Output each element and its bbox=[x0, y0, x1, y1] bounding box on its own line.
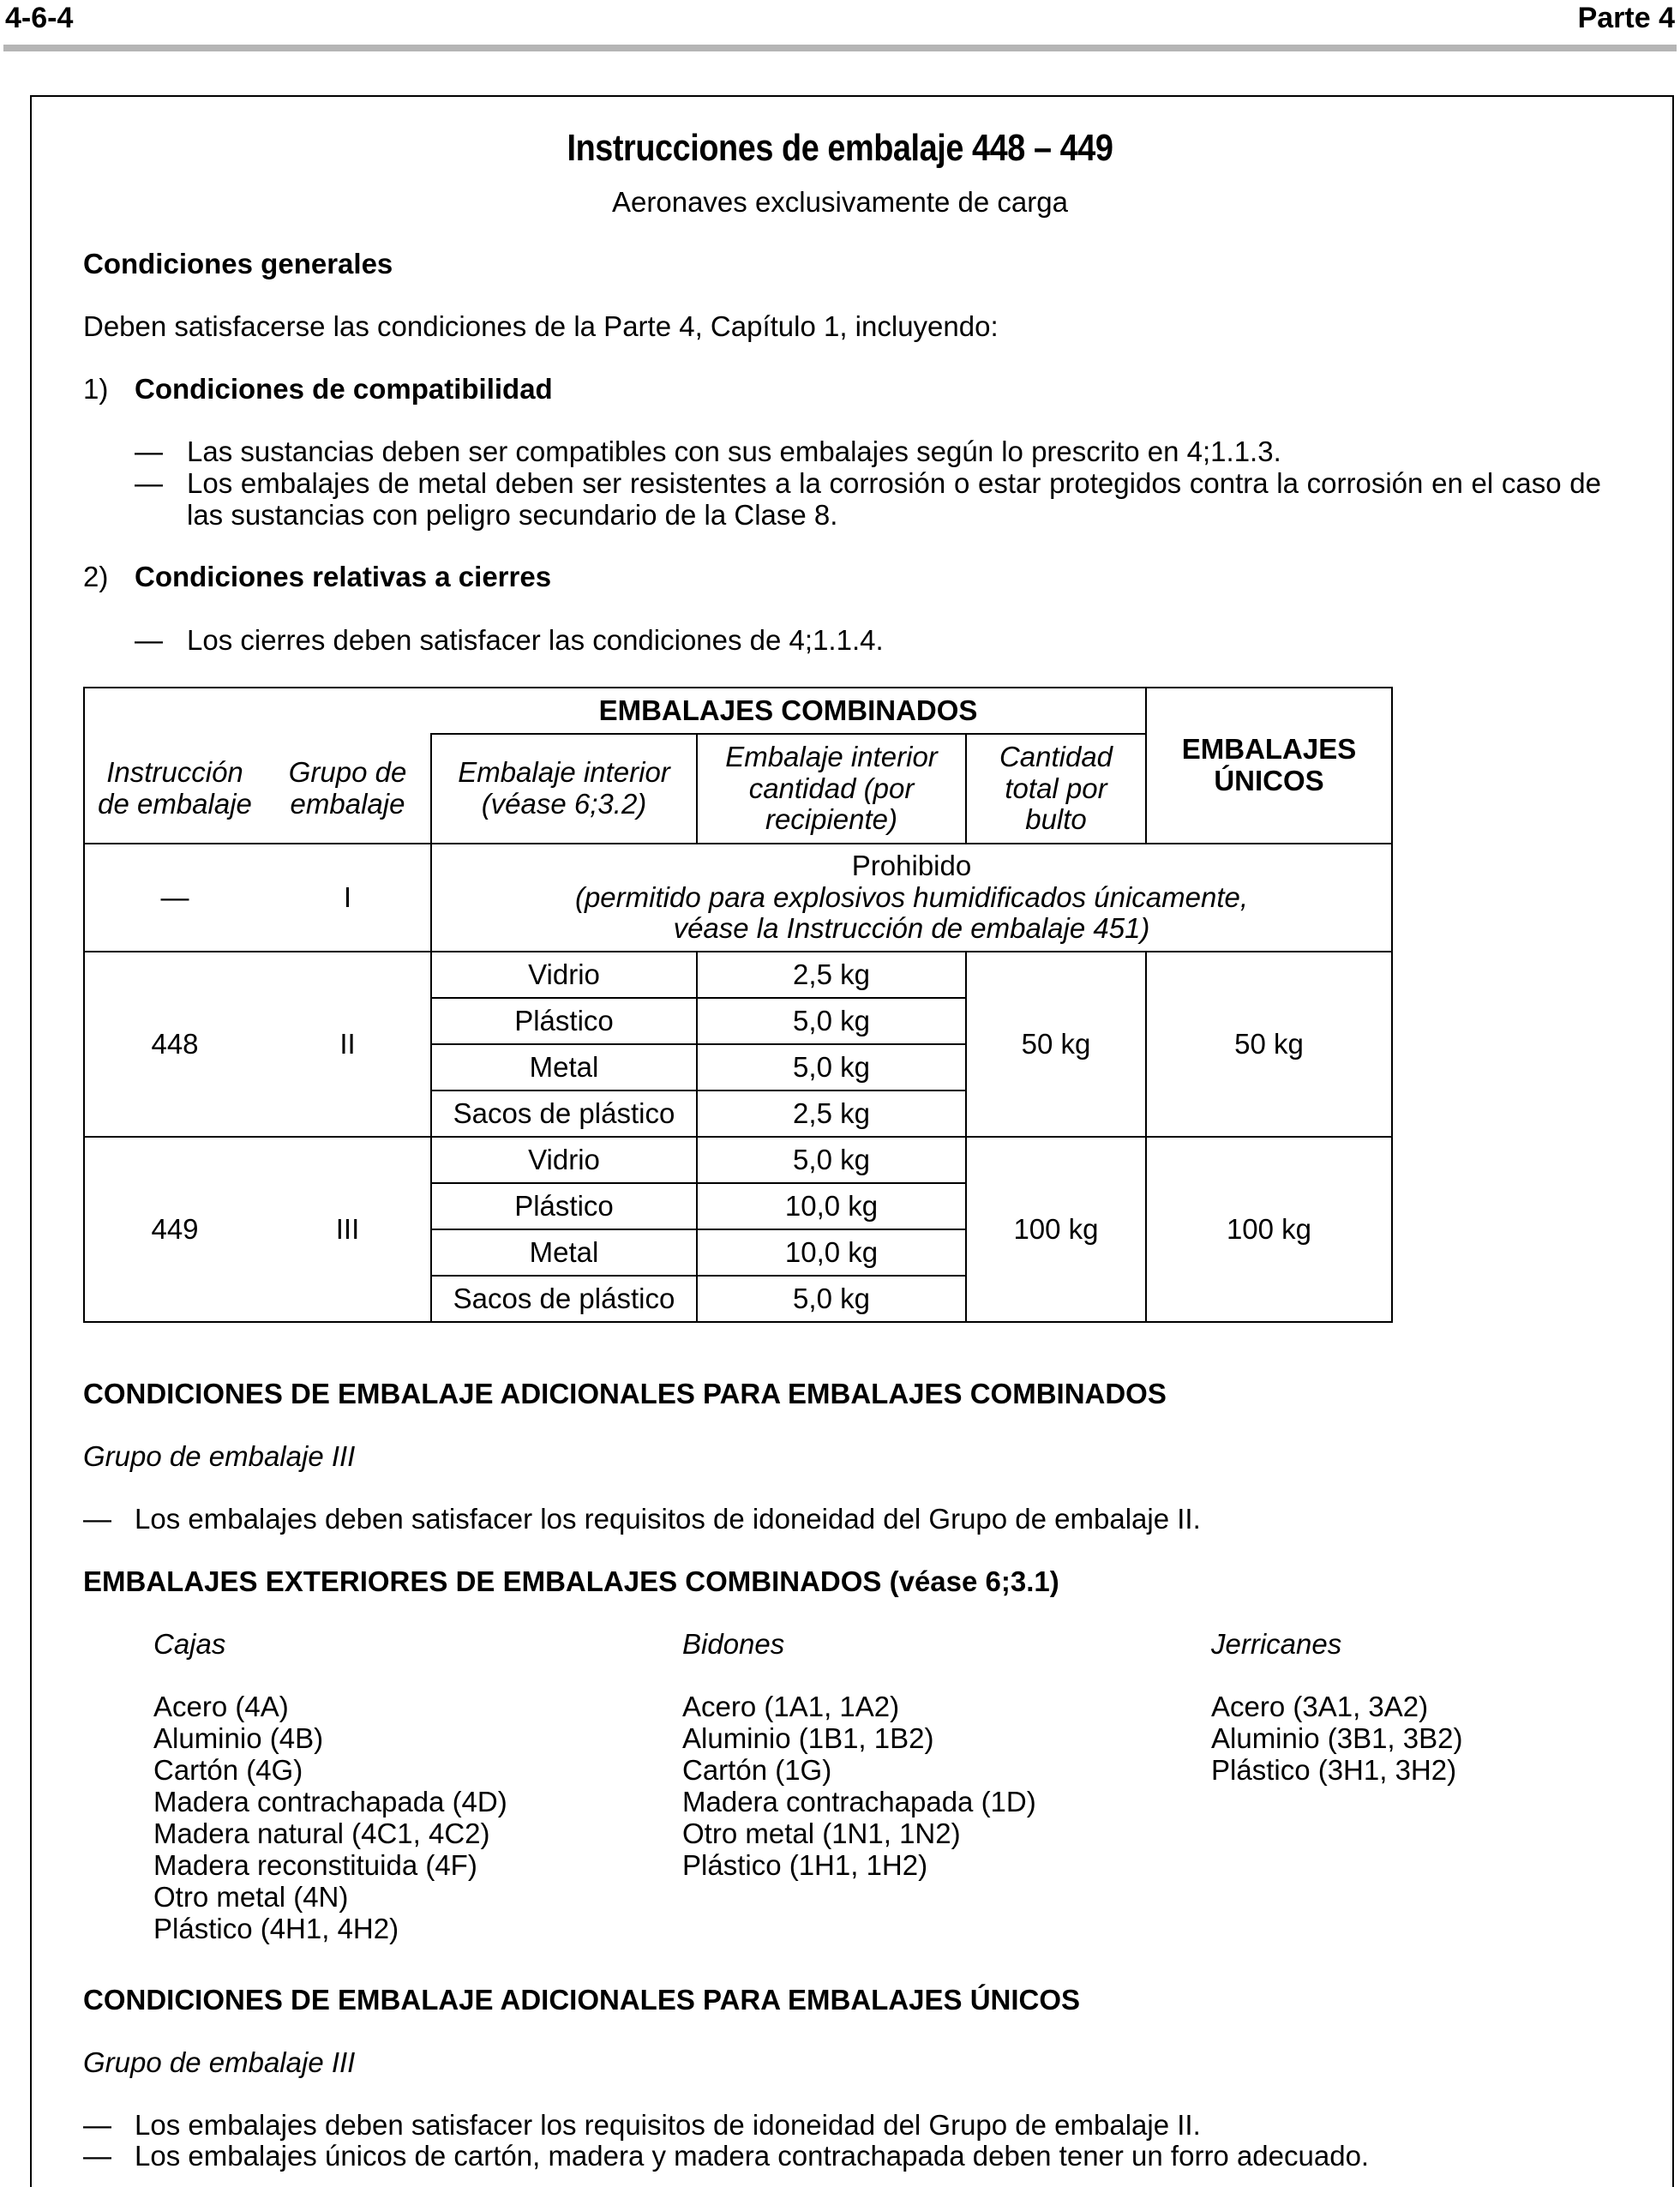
single-cell: 100 kg bbox=[1146, 1137, 1392, 1322]
list-item-text: Los embalajes deben satisfacer los requisitos de idoneidad del Grupo de embalaje II. bbox=[135, 2109, 1201, 2141]
total-cell: 100 kg bbox=[966, 1137, 1146, 1322]
section-heading: Condiciones de compatibilidad bbox=[135, 373, 553, 405]
list-item-text: Los embalajes deben satisfacer los requisitos de idoneidad del Grupo de embalaje II. bbox=[135, 1503, 1201, 1535]
outer-column-boxes bbox=[153, 1629, 507, 1945]
instruction-cell: — bbox=[84, 844, 265, 952]
prohibited-note: (permitido para explosivos humidificados únicamente, véase la Instrucción de embalaje 451) bbox=[574, 880, 1249, 945]
dash-bullet: — bbox=[135, 436, 163, 467]
page-subtitle: Aeronaves exclusivamente de carga bbox=[612, 186, 1068, 218]
inner-qty-cell: 10,0 kg bbox=[697, 1229, 966, 1276]
list-item: Madera contrachapada (4D) bbox=[153, 1785, 507, 1817]
dash-bullet: — bbox=[83, 2140, 111, 2172]
list-item-text: Las sustancias deben ser compatibles con sus embalajes según lo prescrito en 4;1.1.3. bbox=[187, 436, 1281, 467]
general-intro: Deben satisfacerse las condiciones de la Parte 4, Capítulo 1, incluyendo: bbox=[83, 310, 999, 342]
inner-qty-col-header: Embalaje interior cantidad (por recipiente) bbox=[697, 734, 966, 844]
prohibited-cell bbox=[431, 844, 1392, 952]
table-row bbox=[84, 844, 1392, 952]
dash-bullet: — bbox=[135, 624, 163, 656]
dash-bullet: — bbox=[83, 2109, 111, 2141]
group-col-header: Grupo de embalaje bbox=[265, 734, 431, 844]
page-number: 4-6-4 bbox=[5, 2, 74, 34]
single-conditions-heading: CONDICIONES DE EMBALAJE ADICIONALES PARA EMBALAJES ÚNICOS bbox=[83, 1984, 1081, 2016]
list-item: Madera reconstituida (4F) bbox=[153, 1848, 477, 1881]
list-item: Otro metal (1N1, 1N2) bbox=[682, 1817, 961, 1849]
inner-qty-cell: 5,0 kg bbox=[697, 998, 966, 1044]
list-item: Cartón (1G) bbox=[682, 1753, 832, 1786]
single-conditions-subheading: Grupo de embalaje III bbox=[83, 2046, 356, 2078]
column-head: Bidones bbox=[682, 1628, 785, 1660]
inner-material-cell: Sacos de plástico bbox=[431, 1276, 697, 1322]
inner-qty-cell: 5,0 kg bbox=[697, 1276, 966, 1322]
inner-qty-cell: 5,0 kg bbox=[697, 1137, 966, 1183]
column-head: Jerricanes bbox=[1211, 1628, 1342, 1660]
inner-material-cell: Sacos de plástico bbox=[431, 1090, 697, 1137]
single-header: EMBALAJES ÚNICOS bbox=[1146, 688, 1392, 844]
dash-bullet: — bbox=[135, 467, 163, 499]
combined-conditions-heading: CONDICIONES DE EMBALAJE ADICIONALES PARA EMBALAJES COMBINADOS bbox=[83, 1378, 1167, 1409]
prohibited-text: Prohibido bbox=[851, 849, 972, 881]
dash-bullet: — bbox=[83, 1503, 111, 1535]
combined-header: EMBALAJES COMBINADOS bbox=[431, 688, 1146, 734]
inner-material-cell: Vidrio bbox=[431, 952, 697, 998]
group-cell: I bbox=[265, 844, 431, 952]
general-heading: Condiciones generales bbox=[83, 248, 393, 279]
page-header bbox=[0, 0, 1680, 51]
combined-conditions-subheading: Grupo de embalaje III bbox=[83, 1440, 356, 1472]
list-item: Aluminio (3B1, 3B2) bbox=[1211, 1721, 1463, 1754]
list-item-text: Los embalajes de metal deben ser resistentes a la corrosión o estar protegidos contra la corrosión en el caso de las sustancias con peligro secundario de la Clase 8. bbox=[187, 467, 1601, 531]
group-cell: III bbox=[265, 1137, 431, 1322]
column-head: Cajas bbox=[153, 1628, 226, 1660]
outer-column-jerricans bbox=[1211, 1629, 1462, 1787]
inner-qty-cell: 2,5 kg bbox=[697, 952, 966, 998]
list-item: Otro metal (4N) bbox=[153, 1880, 349, 1913]
total-cell: 50 kg bbox=[966, 952, 1146, 1137]
list-item: Acero (1A1, 1A2) bbox=[682, 1690, 900, 1722]
instruction-col-header: Instrucción de embalaje bbox=[84, 734, 265, 844]
section-number: 2) bbox=[83, 561, 109, 592]
header-rule bbox=[3, 45, 1677, 51]
inner-material-cell: Plástico bbox=[431, 1183, 697, 1229]
instruction-cell: 448 bbox=[84, 952, 265, 1137]
table-row bbox=[84, 952, 1392, 998]
table-row bbox=[84, 1137, 1392, 1183]
page-title: Instrucciones de embalaje 448 – 449 bbox=[567, 127, 1113, 169]
inner-qty-cell: 2,5 kg bbox=[697, 1090, 966, 1137]
list-item-text: Los embalajes únicos de cartón, madera y madera contrachapada deben tener un forro adecuado. bbox=[135, 2140, 1370, 2172]
part-label: Parte 4 bbox=[1577, 2, 1675, 34]
inner-col-header: Embalaje interior (véase 6;3.2) bbox=[431, 734, 697, 844]
list-item-text: Los cierres deben satisfacer las condiciones de 4;1.1.4. bbox=[187, 624, 884, 656]
outer-packagings-heading: EMBALAJES EXTERIORES DE EMBALAJES COMBINADOS (véase 6;3.1) bbox=[83, 1565, 1059, 1597]
list-item: Acero (4A) bbox=[153, 1690, 289, 1722]
inner-material-cell: Vidrio bbox=[431, 1137, 697, 1183]
packing-table bbox=[83, 687, 1393, 1323]
single-cell: 50 kg bbox=[1146, 952, 1392, 1137]
inner-material-cell: Plástico bbox=[431, 998, 697, 1044]
list-item: Madera natural (4C1, 4C2) bbox=[153, 1817, 490, 1849]
list-item: Cartón (4G) bbox=[153, 1753, 303, 1786]
list-item: Plástico (1H1, 1H2) bbox=[682, 1848, 928, 1881]
outer-column-drums bbox=[682, 1629, 1036, 1882]
list-item: Aluminio (1B1, 1B2) bbox=[682, 1721, 934, 1754]
section-heading: Condiciones relativas a cierres bbox=[135, 561, 552, 592]
instruction-cell: 449 bbox=[84, 1137, 265, 1322]
list-item: Acero (3A1, 3A2) bbox=[1211, 1690, 1429, 1722]
list-item: Plástico (3H1, 3H2) bbox=[1211, 1753, 1457, 1786]
list-item: Madera contrachapada (1D) bbox=[682, 1785, 1036, 1817]
list-item: Plástico (4H1, 4H2) bbox=[153, 1912, 399, 1944]
header-spacer bbox=[265, 688, 431, 734]
list-item: Aluminio (4B) bbox=[153, 1721, 324, 1754]
inner-qty-cell: 10,0 kg bbox=[697, 1183, 966, 1229]
section-number: 1) bbox=[83, 373, 109, 405]
inner-material-cell: Metal bbox=[431, 1044, 697, 1090]
inner-material-cell: Metal bbox=[431, 1229, 697, 1276]
group-cell: II bbox=[265, 952, 431, 1137]
inner-qty-cell: 5,0 kg bbox=[697, 1044, 966, 1090]
total-col-header: Cantidad total por bulto bbox=[966, 734, 1146, 844]
header-spacer bbox=[84, 688, 265, 734]
